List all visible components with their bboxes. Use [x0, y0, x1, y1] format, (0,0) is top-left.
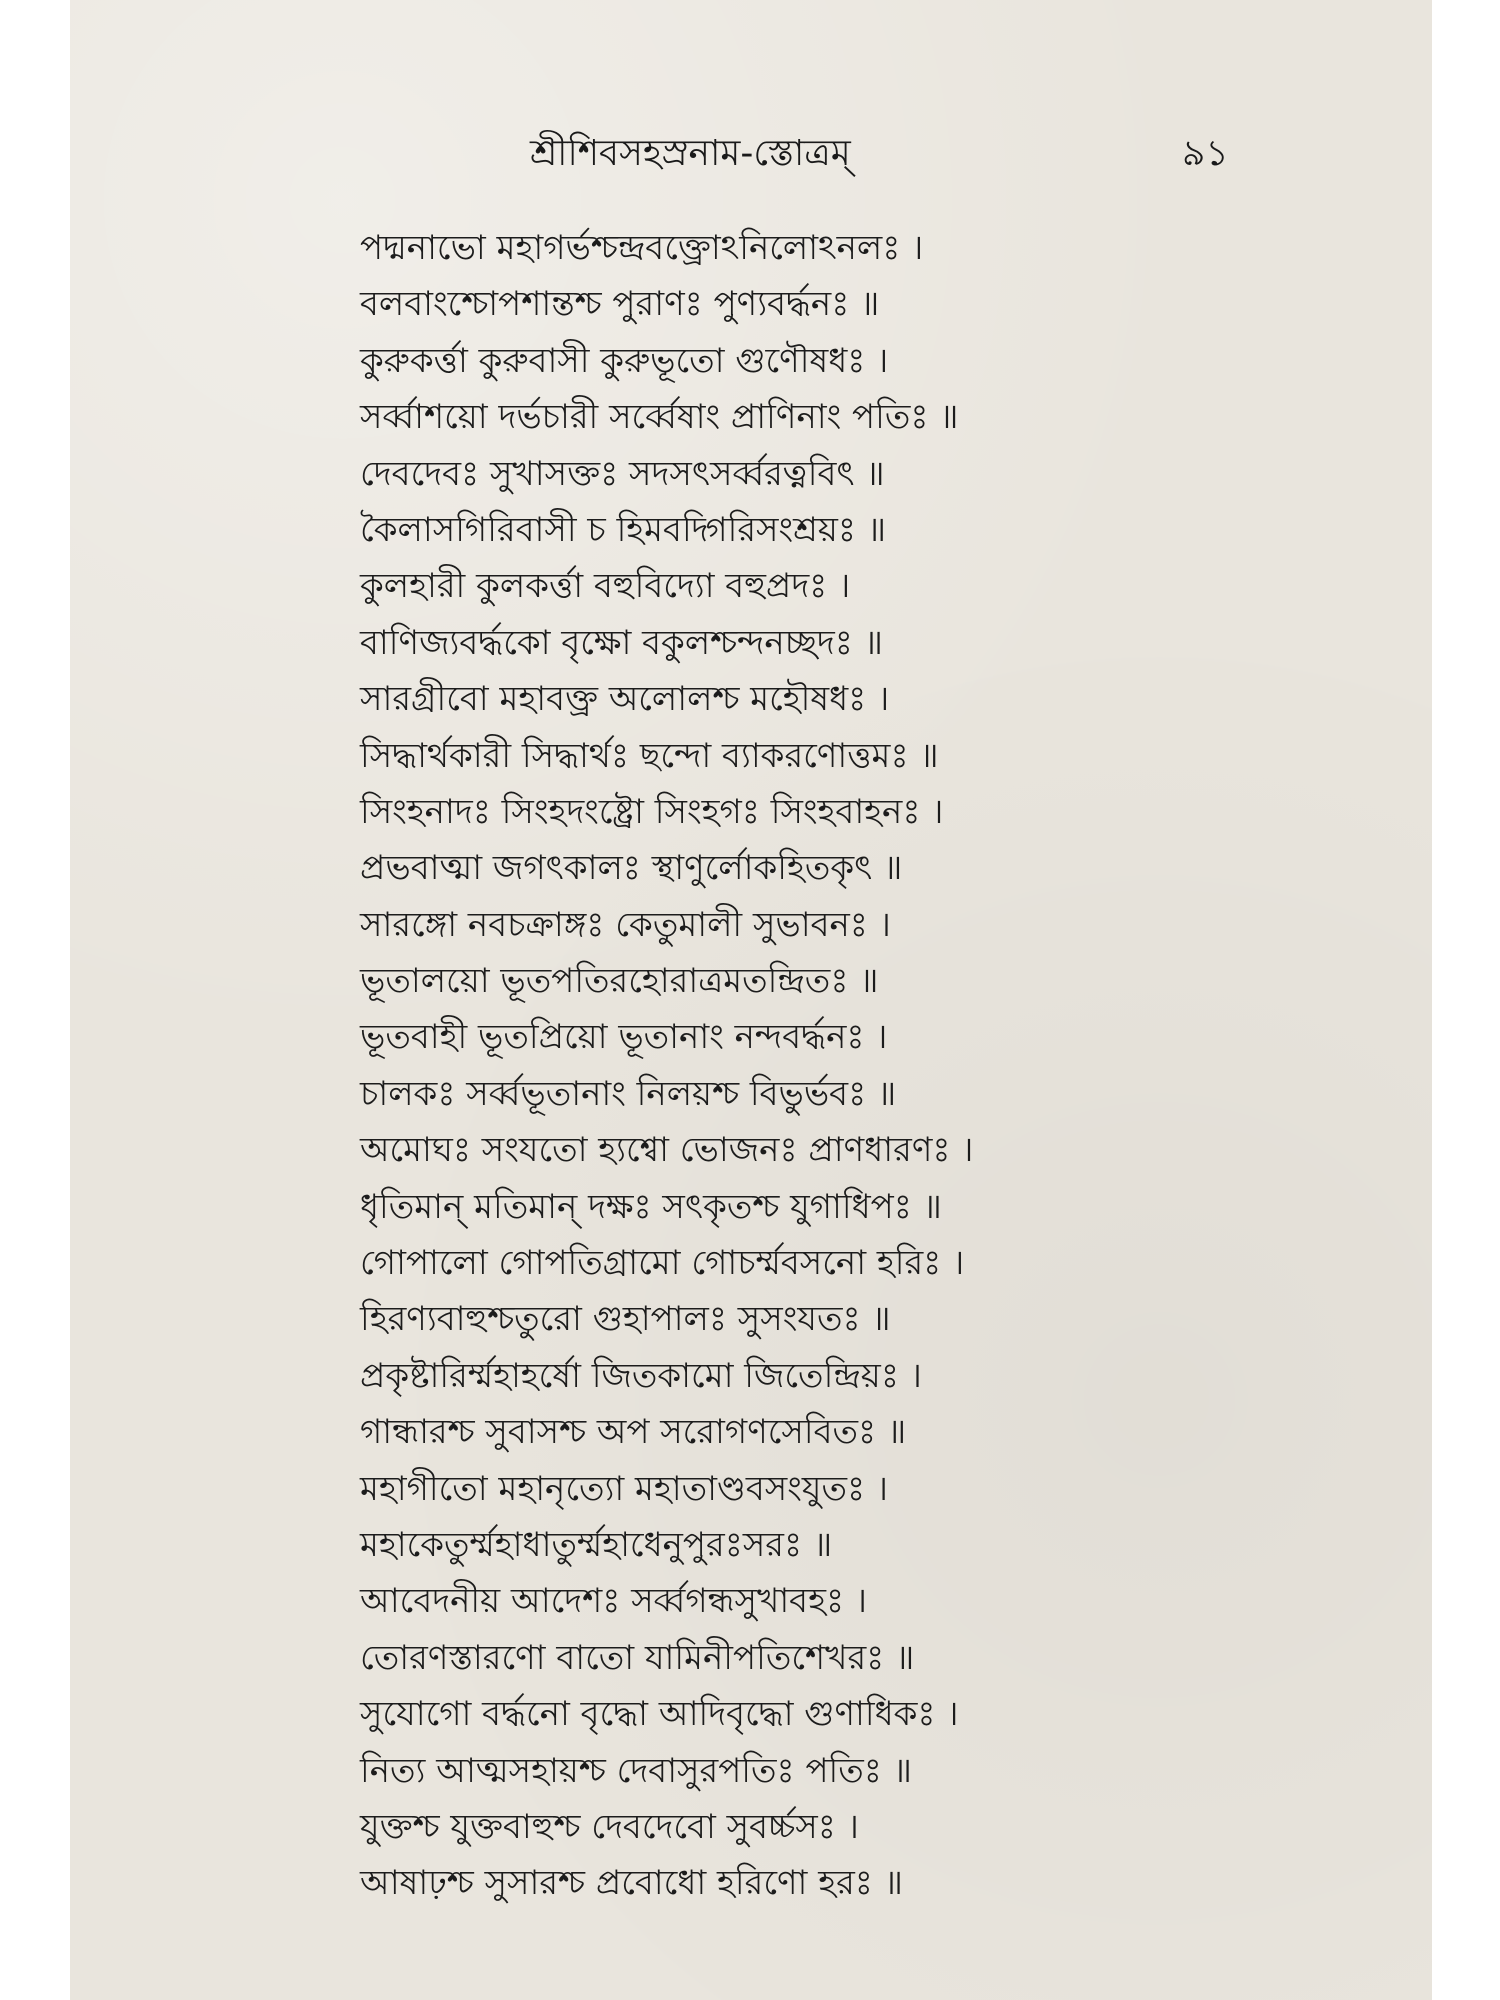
verse-line: সর্ব্বাশয়ো দর্ভচারী সর্ব্বেষাং প্রাণিনাং পতিঃ ॥ [360, 397, 959, 438]
verse-line: গান্ধারশ্চ সুবাসশ্চ অপ সরোগণসেবিতঃ ॥ [360, 1412, 907, 1453]
verse-line: পদ্মনাভো মহাগর্ভশ্চন্দ্রবক্ত্রোঽনিলোঽনলঃ । [360, 228, 924, 268]
verse-line: গোপালো গোপতিগ্রামো গোচর্ম্মবসনো হরিঃ । [360, 1243, 965, 1284]
verse-line: হিরণ্যবাহুশ্চতুরো গুহাপালঃ সুসংযতঃ ॥ [360, 1299, 891, 1340]
verse-line: ভূতবাহী ভূতপ্রিয়ো ভূতানাং নন্দবর্দ্ধনঃ । [360, 1017, 888, 1058]
page-number: ৯১ [1182, 133, 1229, 174]
verse-line: বলবাংশ্চোপশান্তশ্চ পুরাণঃ পুণ্যবর্দ্ধনঃ ॥ [360, 284, 880, 325]
verse-line: অমোঘঃ সংযতো হ্যশ্বো ভোজনঃ প্রাণধারণঃ । [360, 1130, 974, 1171]
verse-line: সিদ্ধার্থকারী সিদ্ধার্থঃ ছন্দো ব্যাকরণোত্তমঃ ॥ [360, 735, 939, 776]
verse-line: কুলহারী কুলকর্ত্তা বহুবিদ্যো বহুপ্রদঃ । [360, 566, 851, 607]
verse-line: ভূতালয়ো ভূতপতিরহোরাত্রমতন্দ্রিতঃ ॥ [360, 961, 879, 1002]
verse-line: সিংহনাদঃ সিংহদংষ্ট্রো সিংহগঃ সিংহবাহনঃ । [360, 791, 944, 832]
verse-line: সারগ্রীবো মহাবক্ত্র অলোলশ্চ মহৌষধঃ । [360, 679, 890, 720]
running-title: শ্রীশিবসহস্রনাম-স্তোত্রম্ [530, 133, 851, 174]
verse-line: আবেদনীয় আদেশঃ সর্ব্বগন্ধসুখাবহঃ । [360, 1581, 868, 1622]
verse-line: কুরুকর্ত্তা কুরুবাসী কুরুভূতো গুণৌষধঃ । [360, 340, 889, 381]
verse-line: মহাগীতো মহানৃত্যো মহাতাণ্ডবসংযুতঃ । [360, 1468, 889, 1509]
verse-line: বাণিজ্যবর্দ্ধকো বৃক্ষো বকুলশ্চন্দনচ্ছদঃ ॥ [360, 622, 883, 663]
verse-line: আষাঢ়শ্চ সুসারশ্চ প্রবোধো হরিণো হরঃ ॥ [360, 1863, 903, 1904]
verse-line: দেবদেবঃ সুখাসক্তঃ সদসৎসর্ব্বরত্নবিৎ ॥ [360, 453, 885, 494]
verse-line: তোরণস্তারণো বাতো যামিনীপতিশেখরঃ ॥ [360, 1637, 915, 1678]
verse-line: ধৃতিমান্ মতিমান্ দক্ষঃ সৎকৃতশ্চ যুগাধিপঃ ॥ [360, 1186, 942, 1227]
verse-line: যুক্তশ্চ যুক্তবাহুশ্চ দেবদেবো সুবর্চ্চসঃ । [360, 1806, 859, 1847]
verse-line: সারঙ্গো নবচক্রাঙ্গঃ কেতুমালী সুভাবনঃ । [360, 904, 891, 945]
verse-line: প্রকৃষ্টারির্ম্মহাহর্ষো জিতকামো জিতেন্দ্রিয়ঃ । [360, 1355, 922, 1396]
verse-line: নিত্য আত্মসহায়শ্চ দেবাসুরপতিঃ পতিঃ ॥ [360, 1750, 912, 1791]
verse-line: মহাকেতুর্ম্মহাধাতুর্ম্মহাধেনুপুরঃসরঃ ॥ [360, 1524, 833, 1565]
page-header [70, 118, 1432, 178]
verse-line: সুযোগো বর্দ্ধনো বৃদ্ধো আদিবৃদ্ধো গুণাধিকঃ । [360, 1694, 959, 1735]
verse-list [360, 220, 1360, 1912]
verse-line: প্রভবাত্মা জগৎকালঃ স্থাণুর্লোকহিতকৃৎ ॥ [360, 848, 903, 889]
book-page [70, 0, 1432, 2000]
verse-line: কৈলাসগিরিবাসী চ হিমবদ্গিরিসংশ্রয়ঃ ॥ [360, 509, 887, 550]
verse-line: চালকঃ সর্ব্বভূতানাং নিলয়শ্চ বিভুর্ভবঃ ॥ [360, 1073, 897, 1114]
